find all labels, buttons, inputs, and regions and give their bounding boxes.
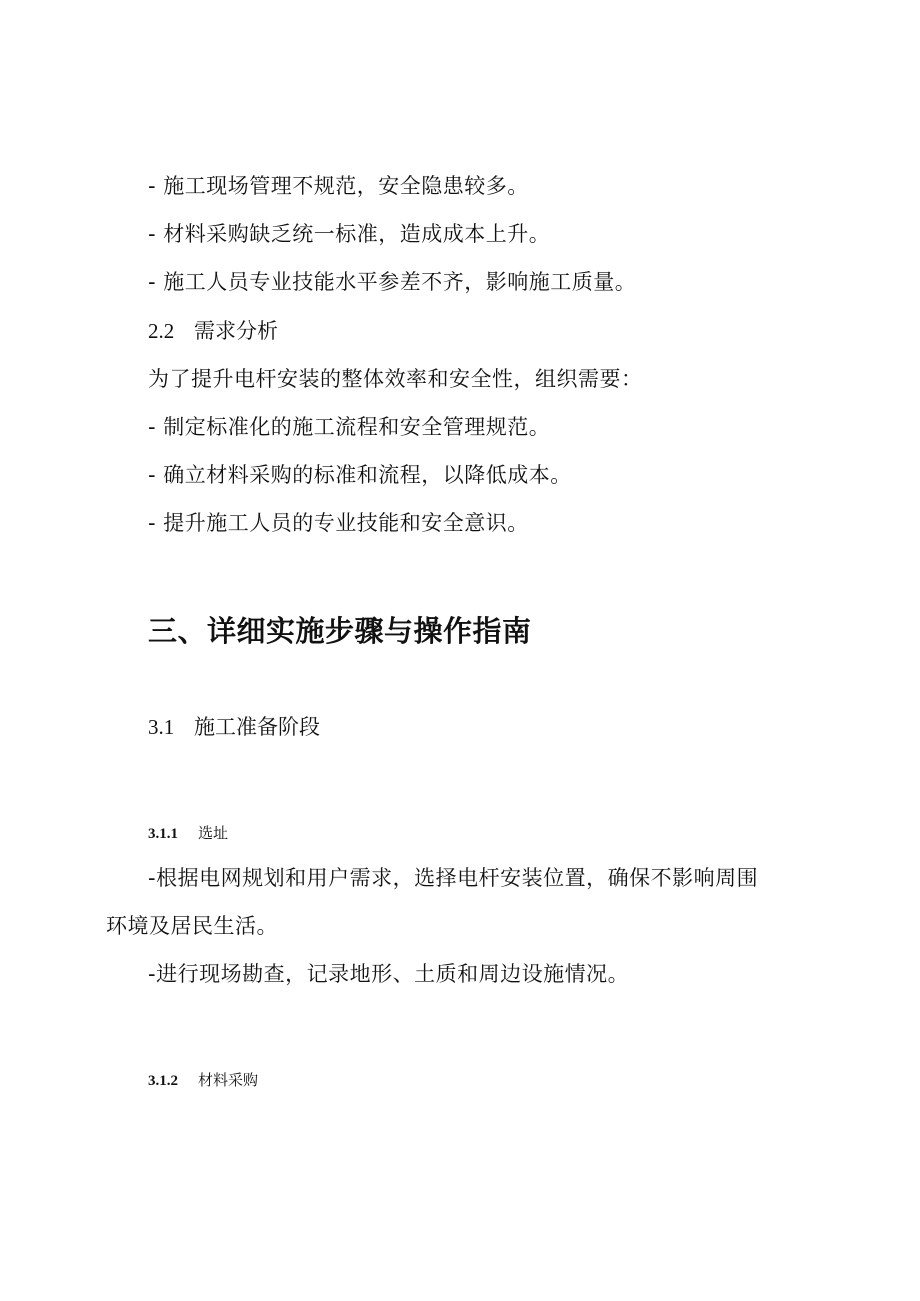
bullet-item: - 确立材料采购的标准和流程，以降低成本。 (148, 463, 572, 487)
section-title: 材料采购 (198, 1071, 259, 1089)
item-heading-3-1-2 (148, 1073, 258, 1089)
bullet-item: - 施工人员专业技能水平参差不齐，影响施工质量。 (148, 270, 637, 294)
bullet-item: - 材料采购缺乏统一标准，造成成本上升。 (148, 222, 551, 246)
section-number: 2.2 (148, 319, 175, 343)
section-number: 3.1.2 (148, 1073, 178, 1089)
subsection-heading-3-1 (148, 717, 320, 738)
bullet-item: - 施工现场管理不规范，安全隐患较多。 (148, 174, 529, 198)
section-title: 需求分析 (194, 319, 278, 343)
section-heading-3: 三、详细实施步骤与操作指南 (148, 614, 532, 648)
section-title: 选址 (198, 824, 229, 842)
bullet-item: - 制定标准化的施工流程和安全管理规范。 (148, 415, 551, 439)
item-heading-3-1-1 (148, 826, 228, 842)
section-number: 3.1.1 (148, 826, 178, 842)
bullet-item: - 提升施工人员的专业技能和安全意识。 (148, 511, 529, 535)
paragraph-line: -根据电网规划和用户需求，选择电杆安装位置，确保不影响周围 (148, 866, 759, 890)
section-number: 3.1 (148, 715, 175, 739)
paragraph: 为了提升电杆安装的整体效率和安全性，组织需要： (148, 367, 643, 391)
section-title: 施工准备阶段 (194, 715, 320, 739)
subsection-heading-2-2 (148, 321, 278, 342)
paragraph-line: 环境及居民生活。 (106, 914, 278, 938)
paragraph: -进行现场勘查，记录地形、土质和周边设施情况。 (148, 962, 630, 986)
